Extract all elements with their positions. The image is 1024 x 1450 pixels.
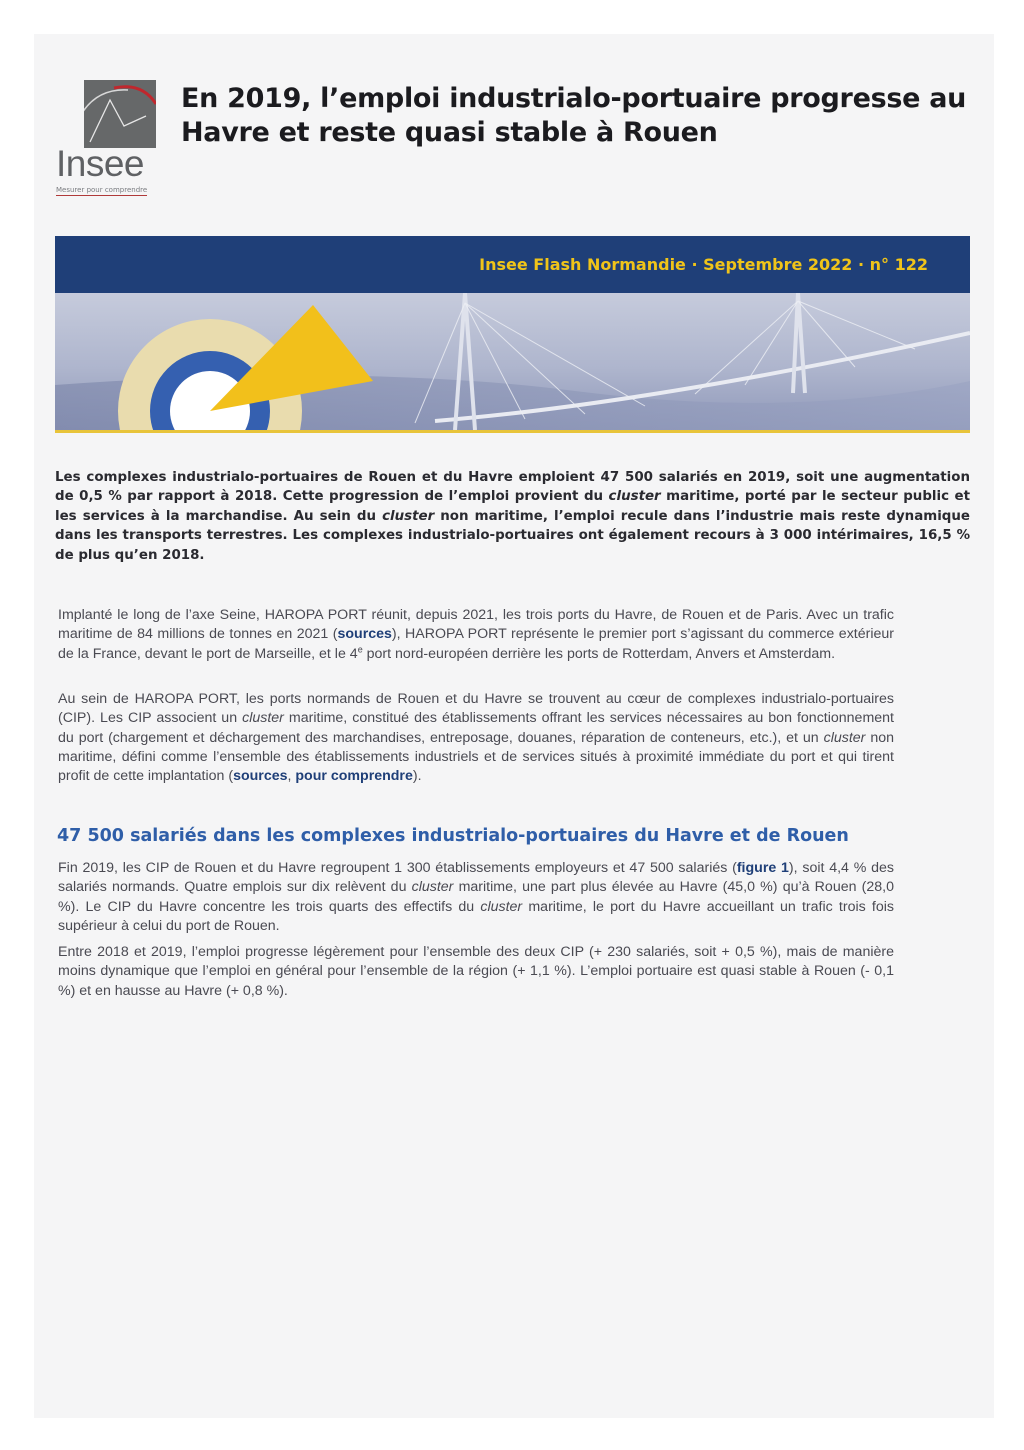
cluster-term: cluster	[823, 729, 866, 746]
paragraph-employment-figures: Fin 2019, les CIP de Rouen et du Havre regroupent 1 300 établissements employeurs et 47 500 salariés (figure 1), soit 4,4 % des salariés normands. Quatre emplois sur dix relèvent du cluster maritime, une part plus élevée au Havre (45,0 %) qu’à Rouen (28,0 %). Le CIP du Havre concentre les trois quarts des effectifs du cluster maritime, le port du Havre accueillant un trafic trois fois supérieur à celui du port de Rouen.	[58, 860, 894, 934]
figure-1-link[interactable]: figure 1	[736, 860, 789, 876]
document-page	[34, 34, 994, 1418]
hero-illustration	[55, 293, 970, 433]
insee-wordmark: Insee	[56, 143, 145, 184]
pour-comprendre-link[interactable]: pour comprendre	[295, 768, 413, 785]
cluster-term: cluster	[242, 710, 284, 727]
cluster-term: cluster	[480, 898, 523, 915]
paragraph-haropa: Implanté le long de l’axe Seine, HAROPA PORT réunit, depuis 2021, les trois ports du Havre, de Rouen et de Paris. Avec un trafic maritime de 84 millions de tonnes en 2021 (sources), HAROPA PORT représente le premier port s’agissant du commerce extérieur de la France, devant le port de Marseille, et le 4e port nord-européen derrière les ports de Rotterdam, Anvers et Amsterdam.	[58, 607, 894, 662]
cluster-term: cluster	[608, 489, 661, 505]
cluster-term: cluster	[411, 879, 454, 896]
lead-paragraph: Les complexes industrialo-portuaires de Rouen et du Havre emploient 47 500 salariés en 2019, soit une augmentation de 0,5 % par rapport à 2018. Cette progression de l’emploi provient du cluster maritime, porté par le secteur public et les services à la marchandise. Au sein du cluster non maritime, l’emploi recule dans l’industrie mais reste dynamique dans les transports terrestres. Les complexes industrialo-portuaires ont également recours à 3 000 intérimaires, 16,5 % de plus qu’en 2018.	[55, 470, 970, 563]
cluster-term: cluster	[382, 508, 435, 524]
publication-banner	[55, 236, 970, 293]
insee-tagline: Mesurer pour comprendre	[56, 186, 148, 194]
insee-logo	[56, 78, 166, 198]
paragraph-cip-definition: Au sein de HAROPA PORT, les ports normands de Rouen et du Havre se trouvent au cœur de complexes industrialo-portuaires (CIP). Les CIP associent un cluster maritime, constitué des établissements offrant les services nécessaires au bon fonctionnement du port (chargement et déchargement des marchandises, entreposage, douanes, réparation de conteneurs, etc.), et un cluster non maritime, défini comme l’ensemble des établissements industriels et de services situés à proximité immédiate du port et qui tirent profit de cette implantation (sources, pour comprendre).	[58, 691, 894, 785]
section-heading: 47 500 salariés dans les complexes industrialo-portuaires du Havre et de Rouen	[57, 826, 849, 846]
sources-link[interactable]: sources	[233, 768, 288, 785]
paragraph-employment-change: Entre 2018 et 2019, l’emploi progresse légèrement pour l’ensemble des deux CIP (+ 230 salariés, soit + 0,5 %), mais de manière moins dynamique que l’emploi en général pour l’ensemble de la région (+ 1,1 %). L’emploi portuaire est quasi stable à Rouen (- 0,1 %) et en hausse au Havre (+ 0,8 %).	[58, 944, 894, 999]
sources-link[interactable]: sources	[337, 626, 392, 643]
publication-reference: Insee Flash Normandie · Septembre 2022 · n° 122	[479, 255, 928, 274]
page-title: En 2019, l’emploi industrialo-portuaire progresse au Havre et reste quasi stable à Rouen	[181, 83, 967, 148]
insee-logo-mark	[84, 80, 156, 148]
